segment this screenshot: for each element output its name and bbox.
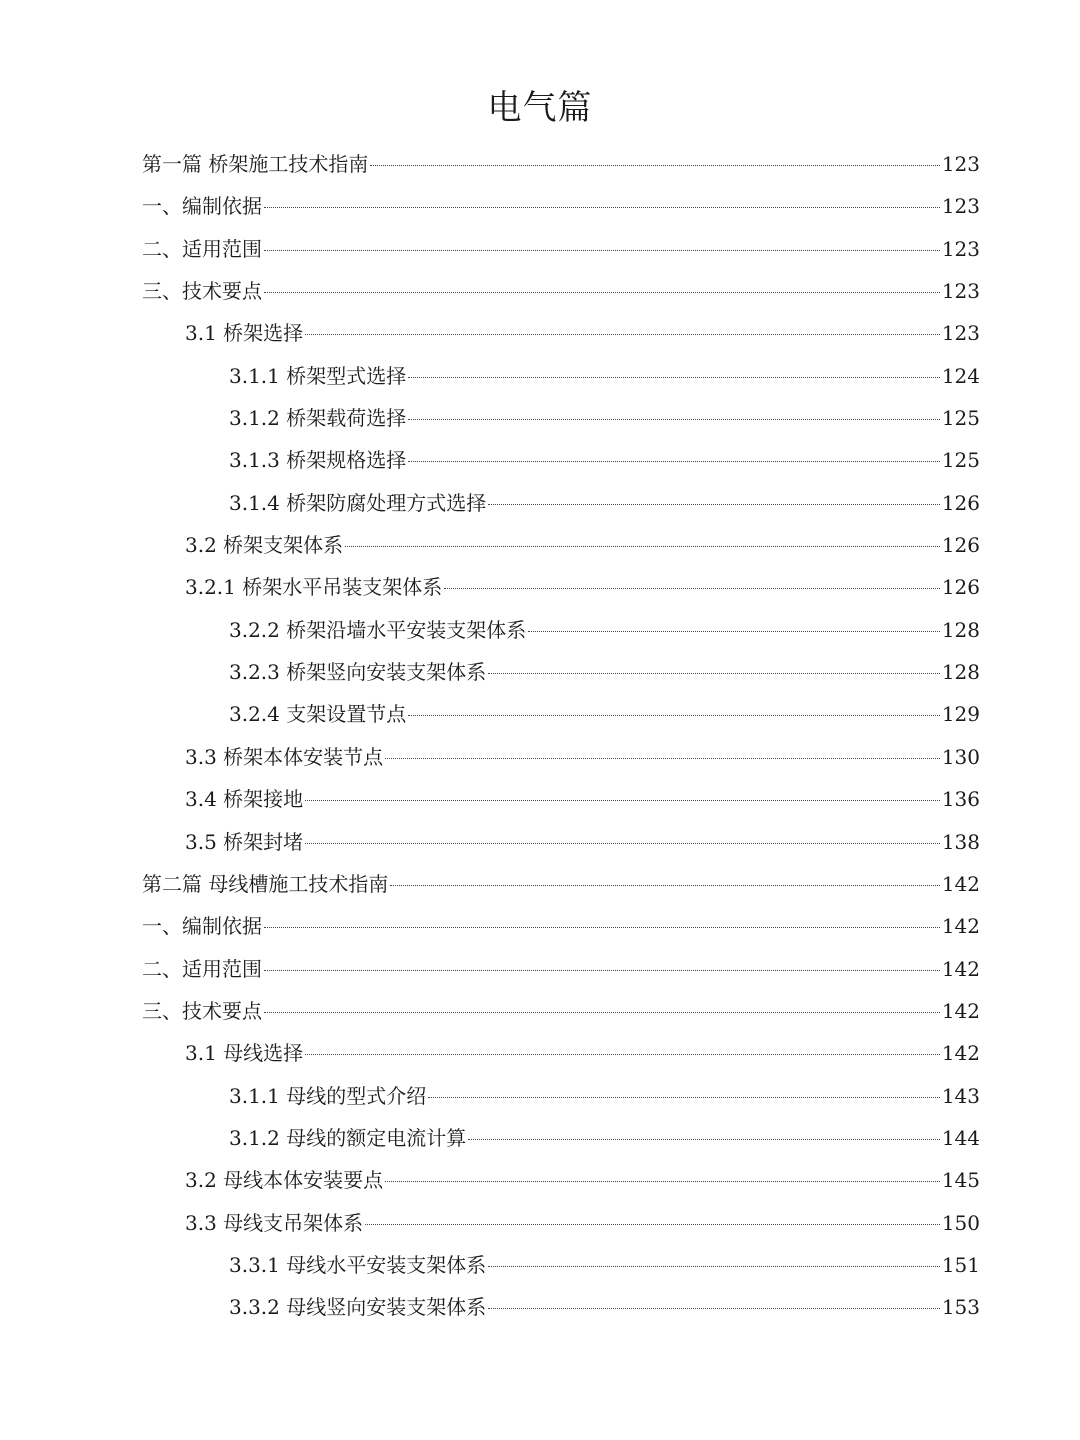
toc-entry-label: 3.2.2 桥架沿墙水平安装支架体系 [229, 617, 527, 642]
toc-entry[interactable] [142, 948, 980, 990]
toc-entry-label: 三、技术要点 [142, 279, 262, 304]
dot-leader [305, 843, 940, 844]
toc-entry[interactable] [142, 1202, 980, 1244]
dot-leader [370, 165, 939, 166]
dot-leader [264, 292, 940, 293]
toc-entry-label: 一、编制依据 [142, 914, 262, 939]
dot-leader [264, 207, 940, 208]
toc-entry-page-number: 142 [941, 998, 980, 1023]
toc-entry[interactable] [142, 905, 980, 947]
toc-entry[interactable] [142, 990, 980, 1032]
dot-leader [385, 1181, 940, 1182]
dot-leader [385, 758, 940, 759]
toc-entry-page-number: 145 [941, 1168, 980, 1193]
toc-entry[interactable] [142, 1032, 980, 1074]
toc-entry-page-number: 123 [941, 321, 980, 346]
toc-entry[interactable] [142, 821, 980, 863]
toc-entry-label: 3.2 桥架支架体系 [185, 533, 344, 558]
dot-leader [305, 334, 940, 335]
toc-entry-page-number: 123 [941, 236, 980, 261]
toc-entry-label: 3.1.1 桥架型式选择 [229, 363, 407, 388]
toc-entry-label: 一、编制依据 [142, 194, 262, 219]
toc-entry-label: 第一篇 桥架施工技术指南 [142, 152, 369, 176]
toc-entry-label: 第二篇 母线槽施工技术指南 [142, 871, 389, 896]
toc-entry[interactable] [142, 482, 980, 524]
dot-leader [390, 885, 939, 886]
toc-entry[interactable] [142, 566, 980, 608]
toc-entry[interactable] [142, 185, 980, 227]
toc-entry-page-number: 123 [941, 152, 980, 176]
toc-entry-label: 3.1.2 桥架载荷选择 [229, 406, 407, 431]
dot-leader [305, 1054, 940, 1055]
toc-entry-page-number: 129 [941, 702, 980, 727]
toc-entry[interactable] [142, 270, 980, 312]
toc-entry-page-number: 128 [941, 617, 980, 642]
toc-entry-page-number: 142 [941, 871, 980, 896]
toc-entry-page-number: 126 [941, 490, 980, 515]
toc-entry-label: 3.2.1 桥架水平吊装支架体系 [185, 575, 443, 600]
toc-entry-page-number: 142 [941, 956, 980, 981]
toc-entry-page-number: 144 [941, 1125, 980, 1150]
dot-leader [264, 1012, 940, 1013]
table-of-contents [142, 143, 980, 1329]
toc-entry-label: 二、适用范围 [142, 236, 262, 261]
toc-entry-label: 3.1.1 母线的型式介绍 [229, 1083, 427, 1108]
toc-entry[interactable] [142, 143, 980, 185]
toc-entry-page-number: 123 [941, 194, 980, 219]
toc-entry-label: 3.3.1 母线水平安装支架体系 [229, 1252, 487, 1277]
dot-leader [468, 1139, 940, 1140]
toc-entry-page-number: 128 [941, 660, 980, 685]
toc-entry-page-number: 138 [941, 829, 980, 854]
toc-entry[interactable] [142, 312, 980, 354]
toc-entry-label: 3.2 母线本体安装要点 [185, 1168, 384, 1193]
dot-leader [488, 1266, 940, 1267]
toc-entry[interactable] [142, 228, 980, 270]
toc-entry-label: 3.3.2 母线竖向安装支架体系 [229, 1295, 487, 1320]
toc-entry-label: 3.5 桥架封堵 [185, 829, 304, 854]
toc-entry-label: 3.3 桥架本体安装节点 [185, 744, 384, 769]
toc-entry-label: 3.1 桥架选择 [185, 321, 304, 346]
toc-entry[interactable] [142, 355, 980, 397]
dot-leader [488, 504, 940, 505]
toc-entry[interactable] [142, 524, 980, 566]
toc-entry-page-number: 150 [941, 1210, 980, 1235]
toc-entry[interactable] [142, 651, 980, 693]
toc-entry[interactable] [142, 778, 980, 820]
toc-entry-page-number: 153 [941, 1295, 980, 1320]
dot-leader [264, 250, 940, 251]
toc-entry-label: 三、技术要点 [142, 998, 262, 1023]
toc-entry-page-number: 143 [941, 1083, 980, 1108]
dot-leader [365, 1224, 940, 1225]
dot-leader [264, 927, 940, 928]
dot-leader [444, 588, 940, 589]
toc-entry[interactable] [142, 1286, 980, 1328]
dot-leader [428, 1097, 940, 1098]
toc-entry-label: 3.4 桥架接地 [185, 787, 304, 812]
toc-entry[interactable] [142, 1075, 980, 1117]
toc-entry-label: 3.1.2 母线的额定电流计算 [229, 1125, 467, 1150]
toc-entry[interactable] [142, 609, 980, 651]
dot-leader [488, 1308, 940, 1309]
toc-entry-page-number: 124 [941, 363, 980, 388]
toc-entry-label: 3.2.4 支架设置节点 [229, 702, 407, 727]
toc-entry[interactable] [142, 693, 980, 735]
toc-entry-page-number: 126 [941, 533, 980, 558]
toc-entry-page-number: 136 [941, 787, 980, 812]
dot-leader [408, 377, 940, 378]
toc-entry[interactable] [142, 1117, 980, 1159]
toc-entry[interactable] [142, 863, 980, 905]
dot-leader [305, 800, 940, 801]
toc-entry[interactable] [142, 397, 980, 439]
toc-entry[interactable] [142, 1159, 980, 1201]
toc-entry-page-number: 142 [941, 1041, 980, 1066]
toc-entry-page-number: 142 [941, 914, 980, 939]
toc-entry[interactable] [142, 1244, 980, 1286]
toc-entry-page-number: 130 [941, 744, 980, 769]
toc-entry-label: 3.3 母线支吊架体系 [185, 1210, 364, 1235]
dot-leader [488, 673, 940, 674]
dot-leader [528, 631, 940, 632]
dot-leader [408, 715, 940, 716]
toc-entry-label: 3.1 母线选择 [185, 1041, 304, 1066]
toc-entry-label: 3.2.3 桥架竖向安装支架体系 [229, 660, 487, 685]
dot-leader [408, 461, 940, 462]
toc-entry-page-number: 125 [941, 448, 980, 473]
toc-entry-label: 3.1.4 桥架防腐处理方式选择 [229, 490, 487, 515]
toc-entry-page-number: 125 [941, 406, 980, 431]
toc-entry-label: 3.1.3 桥架规格选择 [229, 448, 407, 473]
toc-entry[interactable] [142, 439, 980, 481]
page-title: 电气篇 [487, 88, 593, 128]
toc-entry-page-number: 123 [941, 279, 980, 304]
toc-entry-page-number: 151 [941, 1252, 980, 1277]
toc-entry-label: 二、适用范围 [142, 956, 262, 981]
toc-entry[interactable] [142, 736, 980, 778]
toc-entry-page-number: 126 [941, 575, 980, 600]
dot-leader [408, 419, 940, 420]
dot-leader [345, 546, 940, 547]
dot-leader [264, 970, 940, 971]
